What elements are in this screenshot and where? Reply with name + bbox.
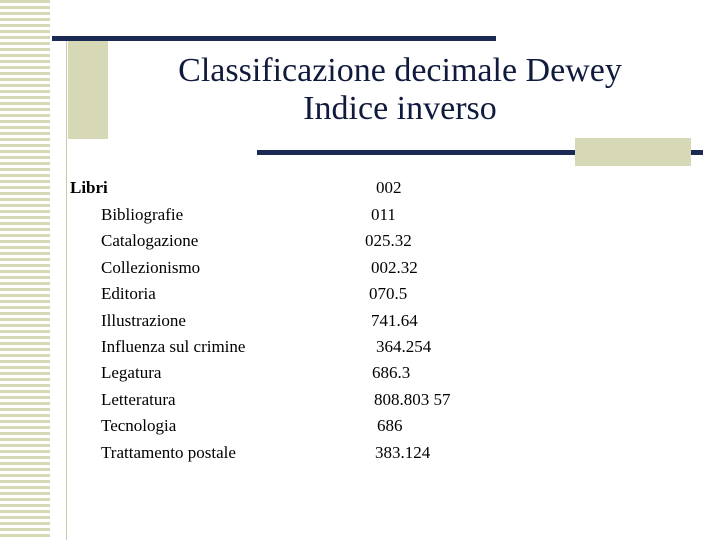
- index-code: 070.5: [369, 284, 408, 303]
- index-heading-term: Libri: [70, 178, 108, 197]
- index-code: 364.254: [376, 337, 432, 356]
- index-code: 808.803 57: [374, 390, 451, 409]
- index-code: 686.3: [372, 363, 411, 382]
- decorative-top-block: [68, 41, 108, 139]
- index-term: Tecnologia: [101, 416, 177, 435]
- title-line-1: Classificazione decimale Dewey: [178, 52, 622, 89]
- index-entry: [0, 308, 720, 334]
- index-term: Influenza sul crimine: [101, 337, 246, 356]
- index-entry: [0, 281, 720, 307]
- index-term: Letteratura: [101, 390, 176, 409]
- index-code: 002.32: [371, 258, 418, 277]
- index-entry: [0, 360, 720, 386]
- index-code: 383.124: [375, 443, 431, 462]
- index-entry: [0, 228, 720, 254]
- index-heading-code: 002: [376, 178, 402, 197]
- index-code: 686: [377, 416, 403, 435]
- index-entry: [0, 440, 720, 466]
- decorative-top-bar: [52, 36, 496, 41]
- slide-title: [110, 52, 690, 128]
- index-term: Catalogazione: [101, 231, 199, 250]
- decorative-bottom-block: [575, 138, 691, 166]
- index-term: Bibliografie: [101, 205, 184, 224]
- index-entry: [0, 255, 720, 281]
- title-line-2: Indice inverso: [303, 90, 497, 127]
- index-entry: [0, 387, 720, 413]
- index-code: 025.32: [365, 231, 412, 250]
- index-entry: [0, 334, 720, 360]
- index-code: 011: [371, 205, 396, 224]
- index-heading-row: [0, 175, 720, 201]
- index-term: Editoria: [101, 284, 156, 303]
- index-term: Collezionismo: [101, 258, 201, 277]
- index-term: Trattamento postale: [101, 443, 236, 462]
- index-entry: [0, 202, 720, 228]
- index-code: 741.64: [371, 311, 418, 330]
- index-term: Illustrazione: [101, 311, 186, 330]
- index-term: Legatura: [101, 363, 162, 382]
- index-entry: [0, 413, 720, 439]
